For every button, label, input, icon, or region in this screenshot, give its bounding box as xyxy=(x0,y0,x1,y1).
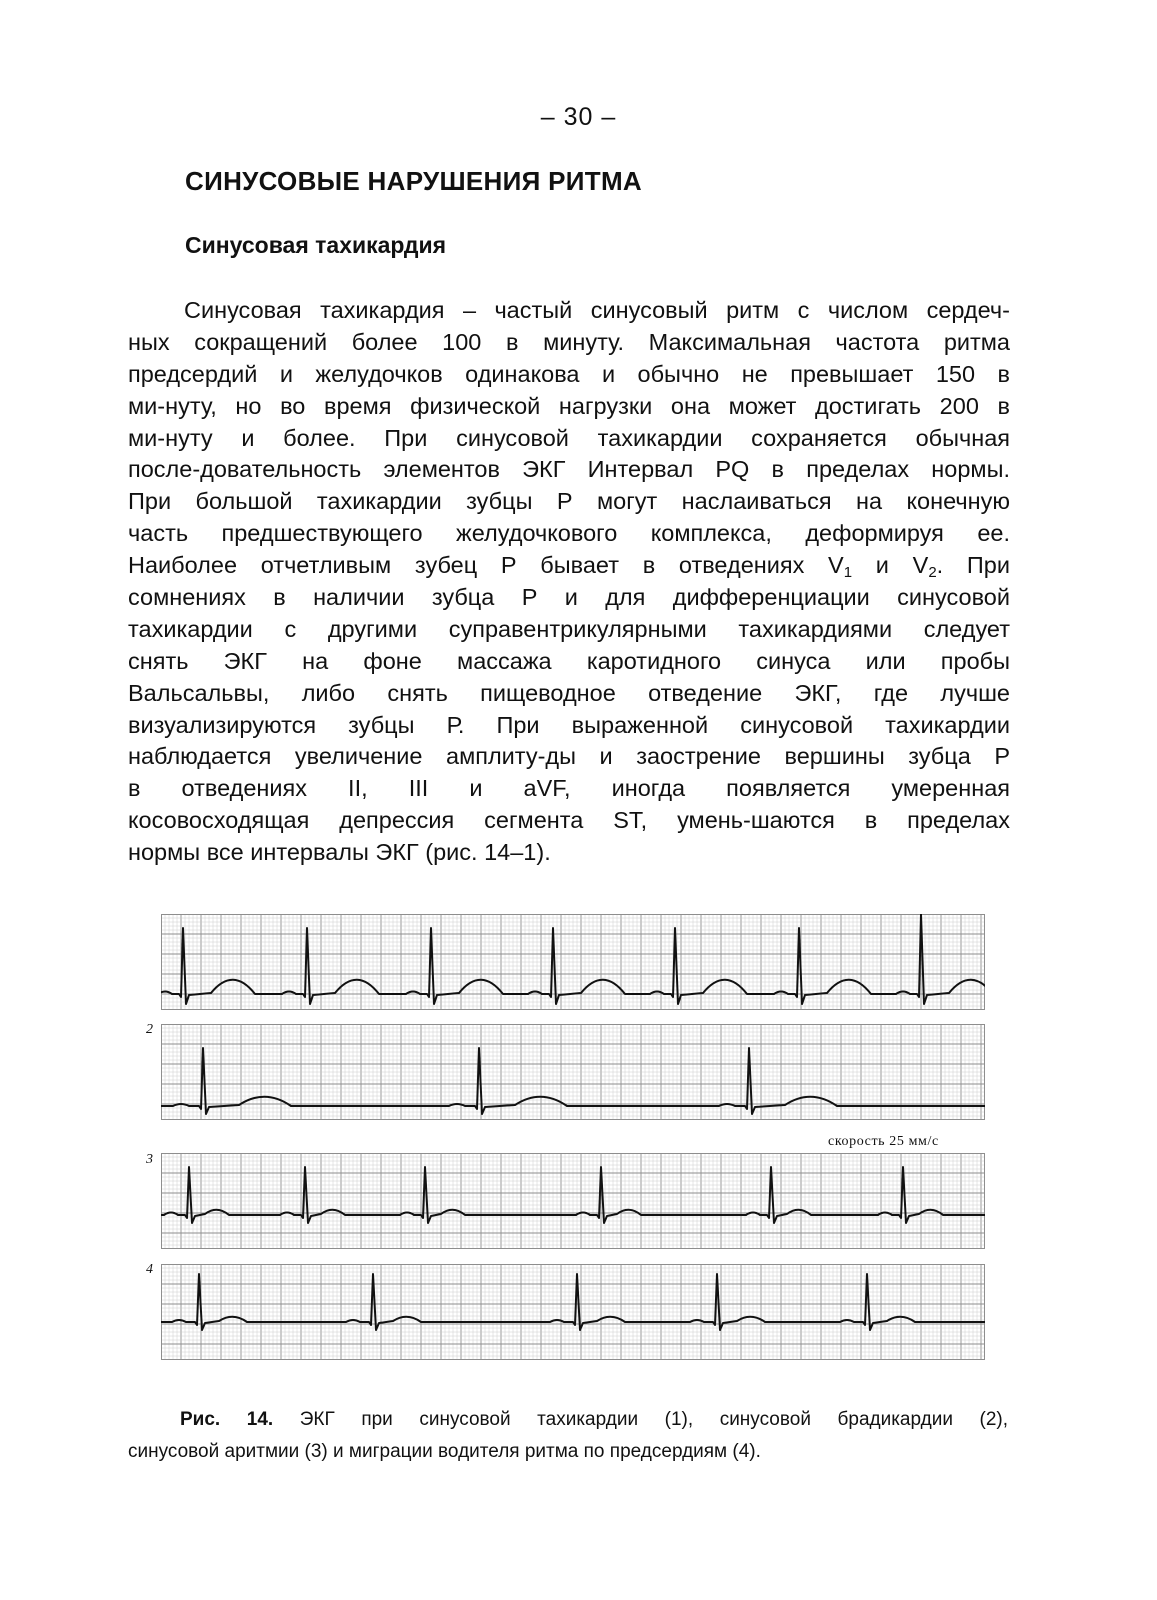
strip-label-2: 2 xyxy=(146,1022,153,1037)
paragraph-line: нормы все интервалы ЭКГ (рис. 14–1). xyxy=(128,839,551,866)
paragraph-line: наблюдается увеличение амплиту-ды и заострение вершины зубца Р xyxy=(128,743,1010,770)
strip-label-3: 3 xyxy=(146,1152,153,1167)
paragraph-line: снять ЭКГ на фоне массажа каротидного синуса или пробы xyxy=(128,647,1010,674)
ecg-strip-4 xyxy=(161,1264,985,1360)
subsection-title: Синусовая тахикардия xyxy=(185,232,447,258)
ecg-grid xyxy=(161,1264,985,1360)
paragraph-line: визуализируются зубцы Р. При выраженной синусовой тахикардии xyxy=(128,711,1010,738)
subscript: 2 xyxy=(928,564,937,582)
paragraph-line: Вальсальвы, либо снять пищеводное отведение ЭКГ, где лучше xyxy=(128,679,1010,706)
paragraph-line-with-subscripts xyxy=(128,550,1010,582)
paragraph-line: косовосходящая депрессия сегмента ST, умень-шаются в пределах xyxy=(128,807,1010,834)
body-paragraph xyxy=(128,295,1010,869)
caption-line-1 xyxy=(128,1404,1008,1436)
ecg-grid xyxy=(161,1153,985,1249)
ecg-strip-1 xyxy=(161,914,985,1010)
paragraph-line: часть предшествующего желудочкового комплекса, деформируя ее. xyxy=(128,520,1010,547)
paragraph-line: ми-нуту, но во время физической нагрузки она может достигать 200 в xyxy=(128,392,1010,419)
paragraph-line: в отведениях II, III и aVF, иногда появляется умеренная xyxy=(128,775,1010,802)
caption-text-1: ЭКГ при синусовой тахикардии (1), синусовой брадикардии (2), xyxy=(273,1409,1009,1430)
paragraph-line: ных сокращений более 100 в минуту. Максимальная частота ритма xyxy=(128,328,1010,355)
paragraph-line: сомнениях в наличии зубца Р и для дифференциации синусовой xyxy=(128,584,1010,611)
ecg-strip-2 xyxy=(161,1024,985,1120)
ecg-strip-3 xyxy=(161,1153,985,1249)
paragraph-line: тахикардии с другими суправентрикулярными тахикардиями следует xyxy=(128,615,1010,642)
strip-label-4: 4 xyxy=(146,1262,153,1277)
paragraph-line: ми-нуту и более. При синусовой тахикардии сохраняется обычная xyxy=(128,424,1010,451)
paragraph-line: после-довательность элементов ЭКГ Интервал PQ в пределах нормы. xyxy=(128,456,1010,483)
page-number: – 30 – xyxy=(540,103,617,131)
figure-caption xyxy=(128,1404,1008,1468)
caption-label: Рис. 14. xyxy=(180,1409,274,1430)
paragraph-line-mid: и V xyxy=(852,552,929,579)
paragraph-line: предсердий и желудочков одинакова и обычно не превышает 150 в xyxy=(128,360,1010,387)
paragraph-line-tail: . При xyxy=(936,552,1010,579)
paragraph-line: При большой тахикардии зубцы Р могут наслаиваться на конечную xyxy=(128,488,1010,515)
section-title: СИНУСОВЫЕ НАРУШЕНИЯ РИТМА xyxy=(185,166,642,196)
paragraph-line: Синусовая тахикардия – частый синусовый ритм с числом сердеч- xyxy=(184,297,1010,323)
ecg-grid xyxy=(161,914,985,1010)
subscript: 1 xyxy=(843,564,853,582)
caption-line-2: синусовой аритмии (3) и миграции водителя ритма по предсердиям (4). xyxy=(128,1441,761,1462)
paragraph-line-start: Наиболее отчетливым зубец Р бывает в отведениях V xyxy=(128,552,844,579)
speed-label: скорость 25 мм/с xyxy=(828,1134,939,1149)
